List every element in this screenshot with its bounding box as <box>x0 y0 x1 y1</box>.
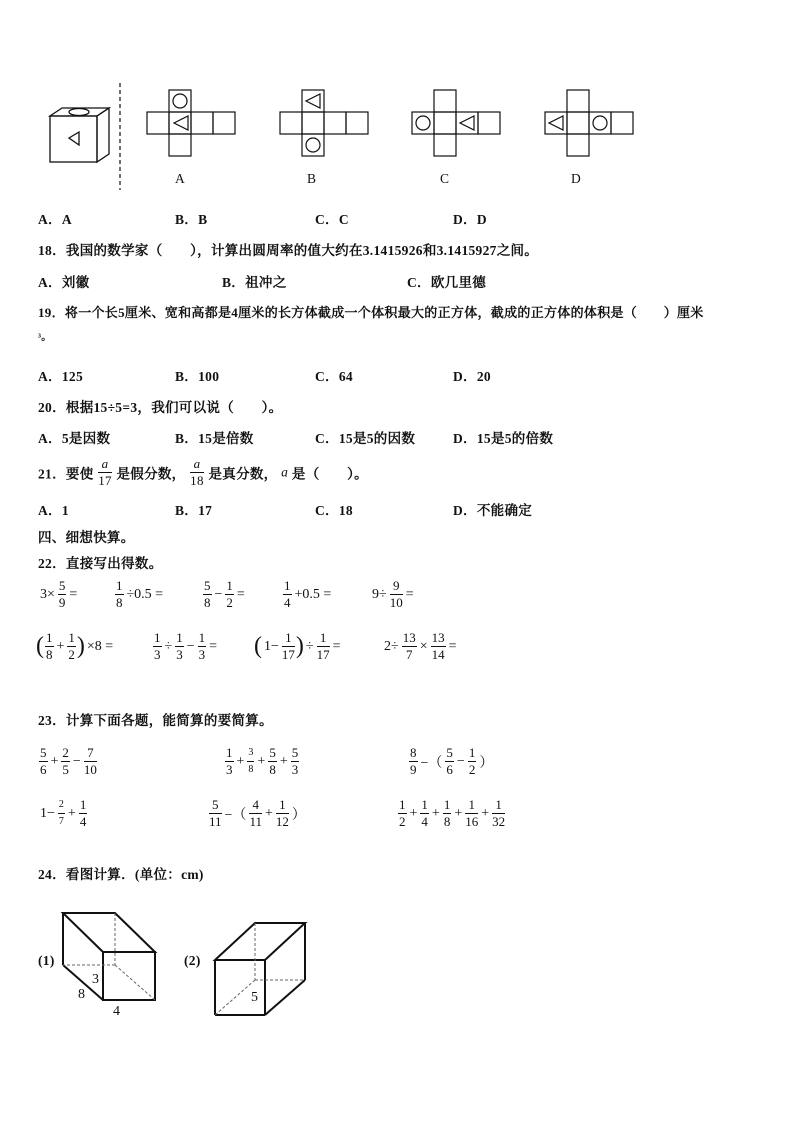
q20-option-d[interactable]: D．15是5的倍数 <box>453 431 554 446</box>
q22-e8-pre: 1− <box>264 638 279 654</box>
q21-stem <box>38 456 368 489</box>
section-4-heading: 四、细想快算。 <box>38 530 135 545</box>
q21-frac2-den: 18 <box>190 473 204 488</box>
q23-e2-ad: 3 <box>226 762 233 777</box>
q22-e9-d2: 14 <box>431 647 445 662</box>
q22-e1-frac <box>58 578 67 611</box>
q22-e6-frac1 <box>45 630 54 663</box>
q23-e2-b <box>247 745 254 778</box>
q18-option-c[interactable]: C．欧几里德 <box>407 275 487 290</box>
q23-e3-close: ） <box>479 755 494 771</box>
q23-e2-e <box>291 745 300 778</box>
q23-e3-op2: − <box>456 753 465 769</box>
q23-e4-bn: 1 <box>79 797 87 812</box>
q23-e3-cd: 2 <box>468 762 476 777</box>
q19-option-a[interactable]: A．125 <box>38 369 83 384</box>
q23-stem: 23．计算下面各题，能简算的要简算。 <box>38 713 273 728</box>
q23-e2-cn: 5 <box>269 745 276 760</box>
q22-e7-frac1 <box>153 630 162 663</box>
q23-e5-cn: 1 <box>276 797 289 814</box>
q23-e1-an: 5 <box>40 745 47 760</box>
net-label-a: A <box>175 171 186 186</box>
q22-e7-d3: 3 <box>198 647 206 662</box>
q22-expr-1 <box>38 578 79 611</box>
q23-e2-a <box>225 745 234 778</box>
q22-e7-n3: 1 <box>198 630 206 645</box>
q23-e1-op2: − <box>72 753 81 769</box>
q23-e6-c <box>443 797 452 830</box>
q22-e3-post: = <box>236 586 245 602</box>
q23-e2-en: 5 <box>291 745 299 760</box>
q23-e6-fn: 1 <box>492 797 505 814</box>
q17-option-a[interactable]: A．A <box>38 212 72 227</box>
net-b <box>280 90 368 156</box>
q23-e5-bn: 4 <box>249 797 262 814</box>
q23-e4-an: 2 <box>58 797 65 814</box>
q19-option-b[interactable]: B．100 <box>175 369 220 384</box>
q23-e6-op2: + <box>431 805 440 821</box>
q23-expr-3 <box>408 745 495 778</box>
q23-e5-a <box>209 797 222 830</box>
q23-e6-en: 1 <box>465 797 478 814</box>
q22-e3-frac2 <box>225 578 234 611</box>
q23-e5-b <box>249 797 262 830</box>
q22-e5-frac <box>390 578 403 611</box>
q23-e1-ad: 6 <box>40 762 47 777</box>
q22-e4-d: 4 <box>284 595 291 610</box>
q23-expr-2 <box>224 745 300 778</box>
q21-var: a <box>281 464 289 480</box>
q23-expr-6 <box>397 797 506 830</box>
net-label-b: B <box>307 171 317 186</box>
q23-e1-bn: 2 <box>62 745 69 760</box>
q23-e6-bn: 1 <box>421 797 428 812</box>
net-d <box>545 90 633 156</box>
q17-option-b[interactable]: B．B <box>175 212 208 227</box>
q22-e8-d2: 17 <box>316 647 330 662</box>
net-label-c: C <box>440 171 450 186</box>
q23-e4-a <box>58 797 65 830</box>
q22-e2-post: ÷0.5 = <box>126 586 164 602</box>
q23-expr-5 <box>208 797 308 830</box>
q23-e5-ad: 11 <box>209 814 222 829</box>
q23-e2-op2: + <box>257 753 266 769</box>
q23-expr-4 <box>38 797 88 830</box>
q22-e2-d: 8 <box>116 595 123 610</box>
q22-e8-lparen: ( <box>254 633 262 659</box>
q22-e3-n: 5 <box>204 578 211 593</box>
q22-e9-n2: 13 <box>431 630 445 645</box>
q22-e7-n: 1 <box>154 630 161 645</box>
q22-e6-mid: + <box>56 638 65 654</box>
q22-e2-n: 1 <box>116 578 123 593</box>
q23-e4-b <box>79 797 88 830</box>
q23-e2-op3: + <box>279 753 288 769</box>
q22-e1-post: = <box>69 586 78 602</box>
q22-e3-n2: 1 <box>226 578 233 593</box>
fig2-dim-5: 5 <box>251 990 259 1005</box>
fig1-dim-4: 4 <box>113 1004 121 1019</box>
cuboid-1 <box>63 913 155 1000</box>
q22-expr-4 <box>282 578 333 611</box>
q23-e2-bn: 3 <box>247 745 254 762</box>
q23-e6-cn: 1 <box>443 797 451 812</box>
cube-figure <box>50 108 109 162</box>
q23-e1-c <box>84 745 97 778</box>
q23-e1-bd: 5 <box>62 762 69 777</box>
q23-e1-op1: + <box>50 753 59 769</box>
q21-frac1-den: 17 <box>98 473 112 488</box>
q22-e1-n: 5 <box>58 578 66 593</box>
q22-e4-post: +0.5 = <box>294 586 332 602</box>
q22-e9-frac1 <box>402 630 417 663</box>
q22-e6-rparen: ) <box>76 633 85 659</box>
q23-e2-c <box>268 745 277 778</box>
q22-e7-d2: 3 <box>176 647 183 662</box>
q22-expr-3 <box>202 578 247 611</box>
q19-option-c[interactable]: C．64 <box>315 369 353 384</box>
q22-e9-d: 7 <box>405 647 413 662</box>
q18-option-a[interactable]: A．刘徽 <box>38 275 90 290</box>
q22-e5-post: = <box>405 586 414 602</box>
q22-e5-n: 9 <box>390 578 403 595</box>
q23-e2-op1: + <box>236 753 245 769</box>
q23-e4-bd: 4 <box>79 814 87 829</box>
q22-e4-frac <box>283 578 292 611</box>
q22-e7-mid2: − <box>186 638 195 654</box>
q18-stem: 18．我国的数学家（ ），计算出圆周率的值大约在3.1415926和3.1415927之间。 <box>38 243 539 258</box>
q21-frac2-num: a <box>190 456 204 473</box>
q20-stem: 20．根据15÷5=3，我们可以说（ ）。 <box>38 400 283 415</box>
q22-e7-frac2 <box>175 630 184 663</box>
fig1-dim-3: 3 <box>92 972 100 987</box>
q23-e3-an: 8 <box>410 745 417 760</box>
net-label-d: D <box>571 171 582 186</box>
q22-expr-8 <box>254 630 343 663</box>
q23-e3-ad: 9 <box>410 762 417 777</box>
q23-e5-op2: + <box>264 805 273 821</box>
q23-e2-ed: 3 <box>291 762 299 777</box>
q22-e1-d: 9 <box>58 595 66 610</box>
q21-prefix: 21．要使 <box>38 466 94 482</box>
q23-e6-op4: + <box>481 805 490 821</box>
q22-e6-d: 8 <box>46 647 53 662</box>
q21-option-d[interactable]: D．不能确定 <box>453 503 533 518</box>
q17-option-d[interactable]: D．D <box>453 212 487 227</box>
q17-option-c[interactable]: C．C <box>315 212 349 227</box>
q22-e8-post: = <box>332 638 341 654</box>
q19-stem-tail: ³。 <box>38 332 52 343</box>
q22-e8-frac1 <box>282 630 295 663</box>
q23-e1-cd: 10 <box>83 762 97 777</box>
fig1-dim-8: 8 <box>78 987 86 1002</box>
q23-e6-cd: 8 <box>443 814 451 829</box>
q22-e5-d: 10 <box>389 595 403 610</box>
q23-e2-cd: 8 <box>269 762 276 777</box>
q22-e1-pre: 3× <box>40 586 55 602</box>
q22-e8-d: 17 <box>281 647 295 662</box>
q22-e6-lparen: ( <box>36 633 44 659</box>
q22-expr-5 <box>370 578 416 611</box>
q22-e6-n: 1 <box>46 630 53 645</box>
q23-e1-a <box>39 745 48 778</box>
q21-option-b[interactable]: B．17 <box>175 503 213 518</box>
q23-e1-cn: 7 <box>84 745 97 762</box>
q22-expr-7 <box>152 630 219 663</box>
q22-e9-pre: 2÷ <box>384 638 399 654</box>
q22-e3-d: 8 <box>204 595 211 610</box>
q23-e5-cd: 12 <box>275 814 289 829</box>
q22-e3-d2: 2 <box>226 595 233 610</box>
q22-e3-mid: − <box>214 586 223 602</box>
q20-option-a[interactable]: A．5是因数 <box>38 431 111 446</box>
q23-e4-ad: 7 <box>58 816 64 827</box>
q19-option-d[interactable]: D．20 <box>453 369 491 384</box>
q23-expr-1 <box>38 745 98 778</box>
q22-e9-n: 13 <box>402 630 416 645</box>
q21-mid1: 是假分数， <box>116 466 186 482</box>
net-a <box>147 90 235 156</box>
q23-e6-fd: 32 <box>492 814 506 829</box>
q23-e6-a <box>398 797 407 830</box>
q24-fig2-label: (2) <box>184 953 201 968</box>
q22-e6-frac2 <box>67 630 76 663</box>
q21-fraction-1 <box>98 456 112 489</box>
q23-e6-an: 1 <box>399 797 406 812</box>
q22-expr-6 <box>36 630 115 663</box>
q23-e2-bd: 8 <box>248 764 254 775</box>
q22-e8-rparen: ) <box>295 633 304 659</box>
q22-e7-mid: ÷ <box>164 638 173 654</box>
q24-figures <box>55 905 325 1020</box>
net-c <box>412 90 500 156</box>
q23-e6-bd: 4 <box>421 814 428 829</box>
q21-suffix: 是（ ）。 <box>291 466 368 482</box>
q18-option-b[interactable]: B．祖冲之 <box>222 275 287 290</box>
q23-e3-a <box>409 745 418 778</box>
q23-e4-op1: + <box>67 805 76 821</box>
q21-fraction-2 <box>190 456 204 489</box>
q22-e9-frac2 <box>431 630 446 663</box>
q23-e3-bd: 6 <box>446 762 453 777</box>
q23-e4-pre: 1− <box>40 805 55 821</box>
q23-e6-ed: 16 <box>465 814 479 829</box>
q22-e6-post: ×8 = <box>86 638 114 654</box>
q22-e8-n2: 1 <box>317 630 330 647</box>
q24-fig1-label: (1) <box>38 953 55 968</box>
q23-e6-b <box>420 797 429 830</box>
q24-figures-svg <box>55 905 325 1020</box>
q23-e5-c <box>276 797 289 830</box>
q22-e9-post: = <box>448 638 457 654</box>
q23-e3-cn: 1 <box>468 745 476 760</box>
q23-e3-b <box>445 745 454 778</box>
q22-expr-9 <box>382 630 459 663</box>
q22-e6-d2: 2 <box>68 647 75 662</box>
q22-e8-frac2 <box>317 630 330 663</box>
q23-e3-bn: 5 <box>446 745 453 760</box>
q24-stem: 24．看图计算．(单位：cm) <box>38 867 204 882</box>
q23-e5-op1: −（ <box>224 807 247 823</box>
q23-e5-bd: 11 <box>249 814 262 829</box>
q22-e9-mid: × <box>419 638 428 654</box>
q22-e2-frac <box>115 578 124 611</box>
q21-option-c[interactable]: C．18 <box>315 503 353 518</box>
q23-e1-b <box>61 745 70 778</box>
q22-stem: 22．直接写出得数。 <box>38 556 163 571</box>
q23-e6-e <box>465 797 478 830</box>
q22-e8-mid: ÷ <box>305 638 314 654</box>
q22-e3-frac1 <box>203 578 212 611</box>
q22-e7-d: 3 <box>154 647 161 662</box>
q22-e6-n2: 1 <box>68 630 75 645</box>
q22-e7-post: = <box>209 638 217 654</box>
q23-e3-op1: −（ <box>420 755 443 771</box>
q17-figures <box>40 78 660 193</box>
q21-option-a[interactable]: A．1 <box>38 503 69 518</box>
q23-e6-ad: 2 <box>399 814 406 829</box>
q23-e6-f <box>492 797 505 830</box>
q23-e3-c <box>468 745 477 778</box>
q23-e6-op3: + <box>454 805 463 821</box>
q23-e5-an: 5 <box>209 797 222 814</box>
q23-e5-close: ） <box>291 807 306 823</box>
q17-figures-svg <box>40 78 660 193</box>
q22-e5-pre: 9÷ <box>372 586 387 602</box>
q22-e8-n: 1 <box>282 630 295 647</box>
q20-option-b[interactable]: B．15是倍数 <box>175 431 254 446</box>
cuboid-2 <box>215 923 305 1015</box>
q19-stem: 19．将一个长5厘米、宽和高都是4厘米的长方体截成一个体积最大的正方体，截成的正方体的体积是（ ）厘米 <box>38 305 704 320</box>
q23-e2-an: 1 <box>226 745 233 760</box>
q23-e6-op1: + <box>409 805 418 821</box>
q22-e7-n2: 1 <box>176 630 183 645</box>
q22-e7-frac3 <box>198 630 207 663</box>
q22-e4-n: 1 <box>284 578 291 593</box>
q22-expr-2 <box>114 578 165 611</box>
q20-option-c[interactable]: C．15是5的因数 <box>315 431 416 446</box>
q21-frac1-num: a <box>98 456 112 473</box>
q21-mid2: 是真分数， <box>208 466 278 482</box>
